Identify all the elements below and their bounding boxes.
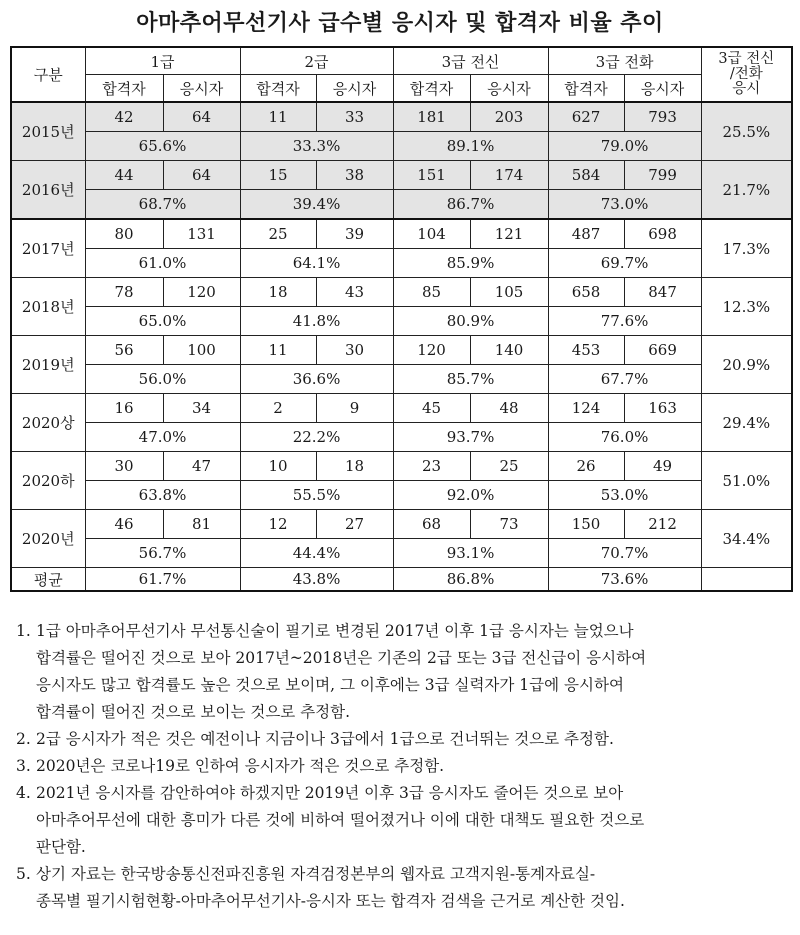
grade3-telegraph-apply: 48 bbox=[470, 394, 548, 423]
grade3-telegraph-apply: 174 bbox=[470, 161, 548, 190]
header-ratio-line2: /전화 bbox=[729, 66, 763, 82]
grade2-pass-rate: 36.6% bbox=[240, 365, 393, 394]
grade3-ratio: 17.3% bbox=[701, 219, 792, 278]
grade3-phone-apply: 698 bbox=[624, 219, 701, 249]
grade1-pass: 56 bbox=[85, 336, 163, 365]
grade3-telegraph-apply: 25 bbox=[470, 452, 548, 481]
grade3-telegraph-apply: 121 bbox=[470, 219, 548, 249]
table-row-rate bbox=[11, 307, 792, 336]
grade3-telegraph-pass-rate: 93.7% bbox=[393, 423, 548, 452]
grade3-phone-apply: 793 bbox=[624, 102, 701, 132]
grade3-phone-pass: 150 bbox=[548, 510, 624, 539]
grade3-telegraph-apply: 140 bbox=[470, 336, 548, 365]
table-row-average bbox=[11, 568, 792, 592]
header-apply: 응시자 bbox=[316, 75, 393, 103]
grade3-telegraph-pass-rate: 80.9% bbox=[393, 307, 548, 336]
average-label: 평균 bbox=[11, 568, 85, 592]
note-item bbox=[16, 861, 786, 915]
average-grade3-telegraph: 86.8% bbox=[393, 568, 548, 592]
note-item bbox=[16, 780, 786, 861]
grade1-pass: 16 bbox=[85, 394, 163, 423]
table-row bbox=[11, 219, 792, 249]
grade1-pass-rate: 47.0% bbox=[85, 423, 240, 452]
grade1-pass-rate: 61.0% bbox=[85, 249, 240, 278]
table-body bbox=[11, 102, 792, 591]
grade1-apply: 81 bbox=[163, 510, 240, 539]
row-year: 2019년 bbox=[11, 336, 85, 394]
grade3-phone-pass: 627 bbox=[548, 102, 624, 132]
header-pass: 합격자 bbox=[548, 75, 624, 103]
grade3-phone-apply: 669 bbox=[624, 336, 701, 365]
note-number: 5. bbox=[16, 865, 31, 883]
grade3-telegraph-pass: 68 bbox=[393, 510, 470, 539]
page-title: 아마추어무선기사 급수별 응시자 및 합격자 비율 추이 bbox=[136, 10, 664, 36]
grade3-telegraph-apply: 203 bbox=[470, 102, 548, 132]
grade2-apply: 43 bbox=[316, 278, 393, 307]
note-line: 응시자도 많고 합격률도 높은 것으로 보이며, 그 이후에는 3급 실력자가 1급에 응시하여 bbox=[36, 676, 624, 694]
grade2-pass-rate: 41.8% bbox=[240, 307, 393, 336]
grade3-telegraph-pass: 23 bbox=[393, 452, 470, 481]
note-line: 합격률은 떨어진 것으로 보아 2017년~2018년은 기존의 2급 또는 3급 전신급이 응시하여 bbox=[36, 649, 647, 667]
grade1-pass: 44 bbox=[85, 161, 163, 190]
grade3-phone-pass: 487 bbox=[548, 219, 624, 249]
table-row-rate bbox=[11, 481, 792, 510]
grade1-apply: 34 bbox=[163, 394, 240, 423]
table-row bbox=[11, 452, 792, 481]
row-year: 2018년 bbox=[11, 278, 85, 336]
grade2-apply: 27 bbox=[316, 510, 393, 539]
grade3-ratio: 21.7% bbox=[701, 161, 792, 220]
table-row bbox=[11, 336, 792, 365]
note-line: 아마추어무선에 대한 흥미가 다른 것에 비하여 떨어졌거나 이에 대한 대책도 필요한 것으로 bbox=[36, 811, 645, 829]
grade3-phone-apply: 212 bbox=[624, 510, 701, 539]
row-year: 2017년 bbox=[11, 219, 85, 278]
grade2-apply: 39 bbox=[316, 219, 393, 249]
header-grade1: 1급 bbox=[85, 47, 240, 75]
note-line: 2급 응시자가 적은 것은 예전이나 지금이나 3급에서 1급으로 건너뛰는 것으로 추정함. bbox=[36, 730, 614, 748]
grade3-ratio: 51.0% bbox=[701, 452, 792, 510]
grade1-apply: 131 bbox=[163, 219, 240, 249]
note-text bbox=[36, 780, 786, 861]
grade2-pass-rate: 39.4% bbox=[240, 190, 393, 220]
grade3-phone-pass: 453 bbox=[548, 336, 624, 365]
table-row-rate bbox=[11, 539, 792, 568]
note-number: 3. bbox=[16, 757, 31, 775]
average-grade2: 43.8% bbox=[240, 568, 393, 592]
grade2-pass: 10 bbox=[240, 452, 316, 481]
grade3-telegraph-pass: 120 bbox=[393, 336, 470, 365]
grade1-pass: 46 bbox=[85, 510, 163, 539]
table-row bbox=[11, 161, 792, 190]
grade2-pass: 25 bbox=[240, 219, 316, 249]
note-text bbox=[36, 726, 786, 753]
grade3-phone-pass-rate: 79.0% bbox=[548, 132, 701, 161]
note-line: 종목별 필기시험현황-아마추어무선기사-응시자 또는 합격자 검색을 근거로 계산한 것임. bbox=[36, 892, 625, 910]
statistics-table bbox=[10, 46, 793, 592]
grade3-telegraph-pass: 45 bbox=[393, 394, 470, 423]
grade3-ratio: 25.5% bbox=[701, 102, 792, 161]
grade1-apply: 47 bbox=[163, 452, 240, 481]
note-item bbox=[16, 753, 786, 780]
grade3-phone-pass-rate: 76.0% bbox=[548, 423, 701, 452]
note-text bbox=[36, 753, 786, 780]
grade3-phone-pass: 658 bbox=[548, 278, 624, 307]
grade3-phone-pass-rate: 69.7% bbox=[548, 249, 701, 278]
grade3-phone-pass: 584 bbox=[548, 161, 624, 190]
grade3-telegraph-apply: 73 bbox=[470, 510, 548, 539]
notes-list bbox=[16, 618, 786, 915]
grade3-telegraph-pass-rate: 92.0% bbox=[393, 481, 548, 510]
grade1-pass: 78 bbox=[85, 278, 163, 307]
table-row-rate bbox=[11, 190, 792, 220]
table-row bbox=[11, 394, 792, 423]
grade2-apply: 38 bbox=[316, 161, 393, 190]
header-ratio-line1: 3급 전신 bbox=[718, 51, 775, 67]
grade3-phone-pass-rate: 67.7% bbox=[548, 365, 701, 394]
grade3-phone-apply: 847 bbox=[624, 278, 701, 307]
grade2-apply: 33 bbox=[316, 102, 393, 132]
grade3-phone-pass-rate: 70.7% bbox=[548, 539, 701, 568]
grade3-telegraph-pass-rate: 93.1% bbox=[393, 539, 548, 568]
grade3-phone-apply: 163 bbox=[624, 394, 701, 423]
grade1-pass-rate: 56.7% bbox=[85, 539, 240, 568]
grade1-pass-rate: 68.7% bbox=[85, 190, 240, 220]
grade3-phone-pass-rate: 77.6% bbox=[548, 307, 701, 336]
grade2-pass-rate: 33.3% bbox=[240, 132, 393, 161]
row-year: 2020상 bbox=[11, 394, 85, 452]
grade1-pass: 30 bbox=[85, 452, 163, 481]
grade1-pass-rate: 63.8% bbox=[85, 481, 240, 510]
grade3-phone-pass: 26 bbox=[548, 452, 624, 481]
average-ratio-empty bbox=[701, 568, 792, 592]
grade2-pass-rate: 64.1% bbox=[240, 249, 393, 278]
average-grade3-phone: 73.6% bbox=[548, 568, 701, 592]
grade2-apply: 9 bbox=[316, 394, 393, 423]
header-grade2: 2급 bbox=[240, 47, 393, 75]
table-row-rate bbox=[11, 423, 792, 452]
header-pass: 합격자 bbox=[85, 75, 163, 103]
table-row bbox=[11, 278, 792, 307]
grade2-pass: 18 bbox=[240, 278, 316, 307]
header-grade3-phone: 3급 전화 bbox=[548, 47, 701, 75]
note-number: 2. bbox=[16, 730, 31, 748]
note-item bbox=[16, 618, 786, 726]
grade3-phone-apply: 799 bbox=[624, 161, 701, 190]
grade1-apply: 64 bbox=[163, 102, 240, 132]
grade3-telegraph-pass-rate: 86.7% bbox=[393, 190, 548, 220]
grade3-telegraph-pass: 151 bbox=[393, 161, 470, 190]
note-line: 상기 자료는 한국방송통신전파진흥원 자격검정본부의 웹자료 고객지원-통계자료실- bbox=[36, 865, 596, 883]
table-row bbox=[11, 102, 792, 132]
note-item bbox=[16, 726, 786, 753]
grade3-ratio: 20.9% bbox=[701, 336, 792, 394]
grade3-phone-pass-rate: 53.0% bbox=[548, 481, 701, 510]
grade3-ratio: 34.4% bbox=[701, 510, 792, 568]
grade3-telegraph-apply: 105 bbox=[470, 278, 548, 307]
grade1-pass: 42 bbox=[85, 102, 163, 132]
grade3-ratio: 29.4% bbox=[701, 394, 792, 452]
note-text bbox=[36, 861, 786, 915]
header-apply: 응시자 bbox=[624, 75, 701, 103]
row-year: 2020년 bbox=[11, 510, 85, 568]
header-pass: 합격자 bbox=[393, 75, 470, 103]
grade3-telegraph-pass: 85 bbox=[393, 278, 470, 307]
grade1-apply: 100 bbox=[163, 336, 240, 365]
note-line: 2020년은 코로나19로 인하여 응시자가 적은 것으로 추정함. bbox=[36, 757, 445, 775]
grade3-phone-pass: 124 bbox=[548, 394, 624, 423]
note-line: 1급 아마추어무선기사 무선통신술이 필기로 변경된 2017년 이후 1급 응시자는 늘었으나 bbox=[36, 622, 634, 640]
note-line: 합격률이 떨어진 것으로 보이는 것으로 추정함. bbox=[36, 703, 351, 721]
row-year: 2015년 bbox=[11, 102, 85, 161]
grade1-pass: 80 bbox=[85, 219, 163, 249]
grade2-pass: 11 bbox=[240, 102, 316, 132]
grade2-pass: 11 bbox=[240, 336, 316, 365]
header-ratio bbox=[701, 47, 792, 102]
table-row-rate bbox=[11, 365, 792, 394]
header-pass: 합격자 bbox=[240, 75, 316, 103]
average-grade1: 61.7% bbox=[85, 568, 240, 592]
grade3-telegraph-pass-rate: 89.1% bbox=[393, 132, 548, 161]
grade3-telegraph-pass-rate: 85.7% bbox=[393, 365, 548, 394]
row-year: 2020하 bbox=[11, 452, 85, 510]
header-apply: 응시자 bbox=[163, 75, 240, 103]
table-row-rate bbox=[11, 249, 792, 278]
header-ratio-line3: 응시 bbox=[732, 81, 761, 97]
grade2-pass-rate: 55.5% bbox=[240, 481, 393, 510]
note-number: 4. bbox=[16, 784, 31, 802]
grade2-pass: 2 bbox=[240, 394, 316, 423]
grade2-pass: 15 bbox=[240, 161, 316, 190]
table-row-rate bbox=[11, 132, 792, 161]
grade2-apply: 18 bbox=[316, 452, 393, 481]
grade1-apply: 64 bbox=[163, 161, 240, 190]
grade1-apply: 120 bbox=[163, 278, 240, 307]
grade2-pass: 12 bbox=[240, 510, 316, 539]
grade2-apply: 30 bbox=[316, 336, 393, 365]
header-category: 구분 bbox=[11, 47, 85, 102]
note-number: 1. bbox=[16, 622, 31, 640]
grade3-telegraph-pass-rate: 85.9% bbox=[393, 249, 548, 278]
grade1-pass-rate: 56.0% bbox=[85, 365, 240, 394]
grade2-pass-rate: 44.4% bbox=[240, 539, 393, 568]
note-line: 2021년 응시자를 감안하여야 하겠지만 2019년 이후 3급 응시자도 줄어든 것으로 보아 bbox=[36, 784, 624, 802]
header-apply: 응시자 bbox=[470, 75, 548, 103]
grade1-pass-rate: 65.6% bbox=[85, 132, 240, 161]
header-grade3-telegraph: 3급 전신 bbox=[393, 47, 548, 75]
grade3-phone-apply: 49 bbox=[624, 452, 701, 481]
grade3-telegraph-pass: 104 bbox=[393, 219, 470, 249]
grade3-telegraph-pass: 181 bbox=[393, 102, 470, 132]
table-header bbox=[11, 47, 792, 102]
row-year: 2016년 bbox=[11, 161, 85, 220]
grade2-pass-rate: 22.2% bbox=[240, 423, 393, 452]
table-row bbox=[11, 510, 792, 539]
grade3-phone-pass-rate: 73.0% bbox=[548, 190, 701, 220]
note-text bbox=[36, 618, 786, 726]
grade1-pass-rate: 65.0% bbox=[85, 307, 240, 336]
grade3-ratio: 12.3% bbox=[701, 278, 792, 336]
note-line: 판단함. bbox=[36, 838, 86, 856]
